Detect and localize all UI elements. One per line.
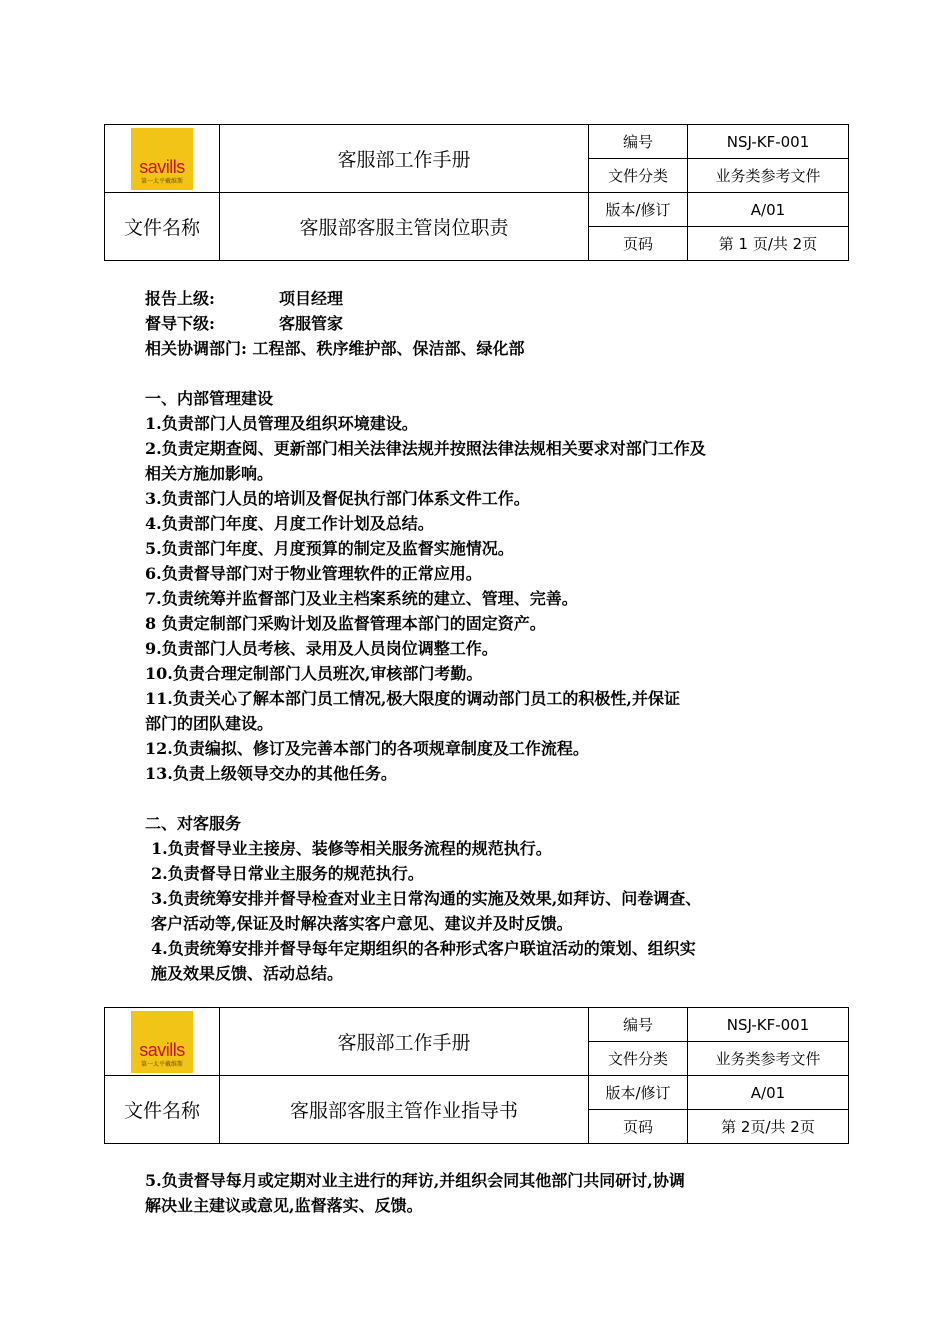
list-item: 7.负责统筹并监督部门及业主档案系统的建立、管理、完善。 xyxy=(145,589,578,608)
doc-name-label: 文件名称 xyxy=(105,193,220,261)
report-to-label: 报告上级: xyxy=(145,289,215,308)
logo-wordmark: savills xyxy=(139,156,185,177)
list-item: 10.负责合理定制部门人员班次,审核部门考勤。 xyxy=(145,664,483,683)
list-item: 3.负责统筹安排并督导检查对业主日常沟通的实施及效果,如拜访、问卷调查、 xyxy=(151,889,702,908)
logo-subtext: 第一太平戴维斯 xyxy=(140,1060,183,1068)
coordination-line xyxy=(145,336,825,361)
list-item: 5.负责督导每月或定期对业主进行的拜访,并组织会同其他部门共同研讨,协调 xyxy=(145,1171,685,1190)
category-label: 文件分类 xyxy=(589,1042,688,1076)
logo-wordmark: savills xyxy=(139,1039,185,1060)
list-item: 施及效果反馈、活动总结。 xyxy=(151,964,344,983)
code-value: NSJ-KF-001 xyxy=(688,125,849,159)
list-item: 3.负责部门人员的培训及督促执行部门体系文件工作。 xyxy=(145,489,530,508)
supervise-value: 客服管家 xyxy=(279,314,344,333)
savills-logo xyxy=(131,1011,193,1073)
logo-cell xyxy=(105,125,220,193)
manual-title: 客服部工作手册 xyxy=(220,1008,589,1076)
list-item: 12.负责编拟、修订及完善本部门的各项规章制度及工作流程。 xyxy=(145,739,589,758)
coordination-label: 相关协调部门: xyxy=(145,339,247,358)
page-label: 页码 xyxy=(589,1110,688,1144)
list-item: 相关方施加影响。 xyxy=(145,464,274,483)
code-value: NSJ-KF-001 xyxy=(688,1008,849,1042)
list-item: 11.负责关心了解本部门员工情况,极大限度的调动部门员工的积极性,并保证 xyxy=(145,689,680,708)
report-to-value: 项目经理 xyxy=(279,289,344,308)
version-value: A/01 xyxy=(688,193,849,227)
list-item: 9.负责部门人员考核、录用及人员岗位调整工作。 xyxy=(145,639,498,658)
list-item: 2.负责定期查阅、更新部门相关法律法规并按照法律法规相关要求对部门工作及 xyxy=(145,439,706,458)
list-item: 13.负责上级领导交办的其他任务。 xyxy=(145,764,397,783)
list-item: 4.负责部门年度、月度工作计划及总结。 xyxy=(145,514,434,533)
version-label: 版本/修订 xyxy=(589,1076,688,1110)
version-label: 版本/修订 xyxy=(589,193,688,227)
list-item: 6.负责督导部门对于物业管理软件的正常应用。 xyxy=(145,564,482,583)
supervise-label: 督导下级: xyxy=(145,314,215,333)
category-value: 业务类参考文件 xyxy=(688,159,849,193)
document-header-table-2 xyxy=(104,1007,849,1144)
version-value: A/01 xyxy=(688,1076,849,1110)
savills-logo xyxy=(131,128,193,190)
report-to-line xyxy=(145,286,825,311)
logo-cell xyxy=(105,1008,220,1076)
list-item: 1.负责部门人员管理及组织环境建设。 xyxy=(145,414,418,433)
list-item: 5.负责部门年度、月度预算的制定及监督实施情况。 xyxy=(145,539,514,558)
list-item: 解决业主建议或意见,监督落实、反馈。 xyxy=(145,1196,423,1215)
page-label: 页码 xyxy=(589,227,688,261)
list-item: 1.负责督导业主接房、装修等相关服务流程的规范执行。 xyxy=(151,839,552,858)
page-value: 第 2页/共 2页 xyxy=(688,1110,849,1144)
section1-title: 一、内部管理建设 xyxy=(145,389,274,408)
doc-name-label: 文件名称 xyxy=(105,1076,220,1144)
page1-body xyxy=(145,286,825,986)
doc-name: 客服部客服主管作业指导书 xyxy=(220,1076,589,1144)
list-item: 8 负责定制部门采购计划及监督管理本部门的固定资产。 xyxy=(145,614,546,633)
coordination-value: 工程部、秩序维护部、保洁部、绿化部 xyxy=(252,339,525,358)
category-label: 文件分类 xyxy=(589,159,688,193)
supervise-line xyxy=(145,311,825,336)
list-item: 4.负责统筹安排并督导每年定期组织的各种形式客户联谊活动的策划、组织实 xyxy=(151,939,696,958)
section2-title: 二、对客服务 xyxy=(145,814,242,833)
list-item: 2.负责督导日常业主服务的规范执行。 xyxy=(151,864,424,883)
list-item: 客户活动等,保证及时解决落实客户意见、建议并及时反馈。 xyxy=(151,914,573,933)
page2-body xyxy=(145,1168,825,1218)
doc-name: 客服部客服主管岗位职责 xyxy=(220,193,589,261)
code-label: 编号 xyxy=(589,125,688,159)
document-header-table-1 xyxy=(104,124,849,261)
manual-title: 客服部工作手册 xyxy=(220,125,589,193)
page-value: 第 1 页/共 2页 xyxy=(688,227,849,261)
logo-subtext: 第一太平戴维斯 xyxy=(140,177,183,185)
list-item: 部门的团队建设。 xyxy=(145,714,274,733)
category-value: 业务类参考文件 xyxy=(688,1042,849,1076)
code-label: 编号 xyxy=(589,1008,688,1042)
